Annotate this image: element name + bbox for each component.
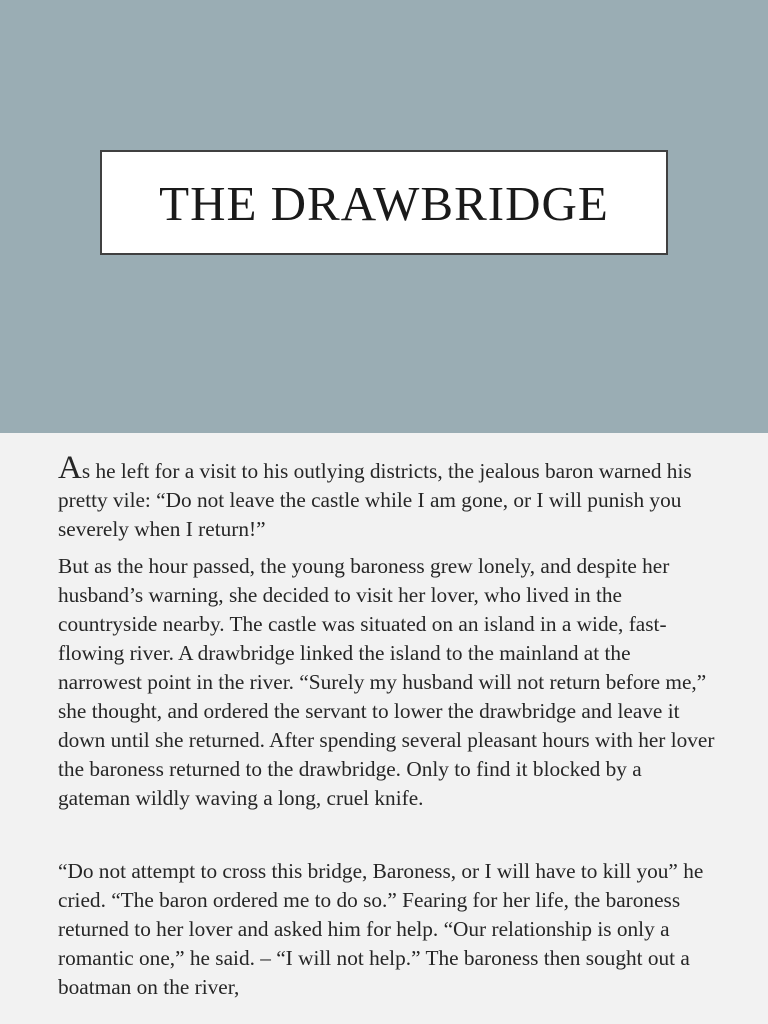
paragraph-2: But as the hour passed, the young baroness grew lonely, and despite her husband’s warning, she decided to visit her lover, who lived in the countryside nearby. The castle was situated on an island in a wide, fast-flowing river. A drawbridge linked the island to the mainland at the narrowest point in the river. “Surely my husband will not return before me,” she thought, and ordered the servant to lower the drawbridge and leave it down until she returned. After spending several pleasant hours with her lover the baroness returned to the drawbridge. Only to find it blocked by a gateman wildly waving a long, cruel knife. xyxy=(58,554,715,810)
paragraph-3: “Do not attempt to cross this bridge, Baroness, or I will have to kill you” he cried. “The baron ordered me to do so.” Fearing for her life, the baroness returned to her lover and asked him for help. “Our relationship is only a romantic one,” he said. – “I will not help.” The baroness then sought out a boatman on the river, xyxy=(58,859,704,999)
title-banner xyxy=(0,0,768,433)
page-title: THE DRAWBRIDGE xyxy=(159,176,609,231)
paragraph-1-text: s he left for a visit to his outlying districts, the jealous baron warned his pretty vile: “Do not leave the castle while I am gone, or I will punish you severely when I return!” xyxy=(58,459,692,541)
title-box xyxy=(100,150,668,255)
drop-cap: A xyxy=(58,450,82,486)
story-body xyxy=(58,450,718,1010)
paragraph-1 xyxy=(58,450,718,544)
